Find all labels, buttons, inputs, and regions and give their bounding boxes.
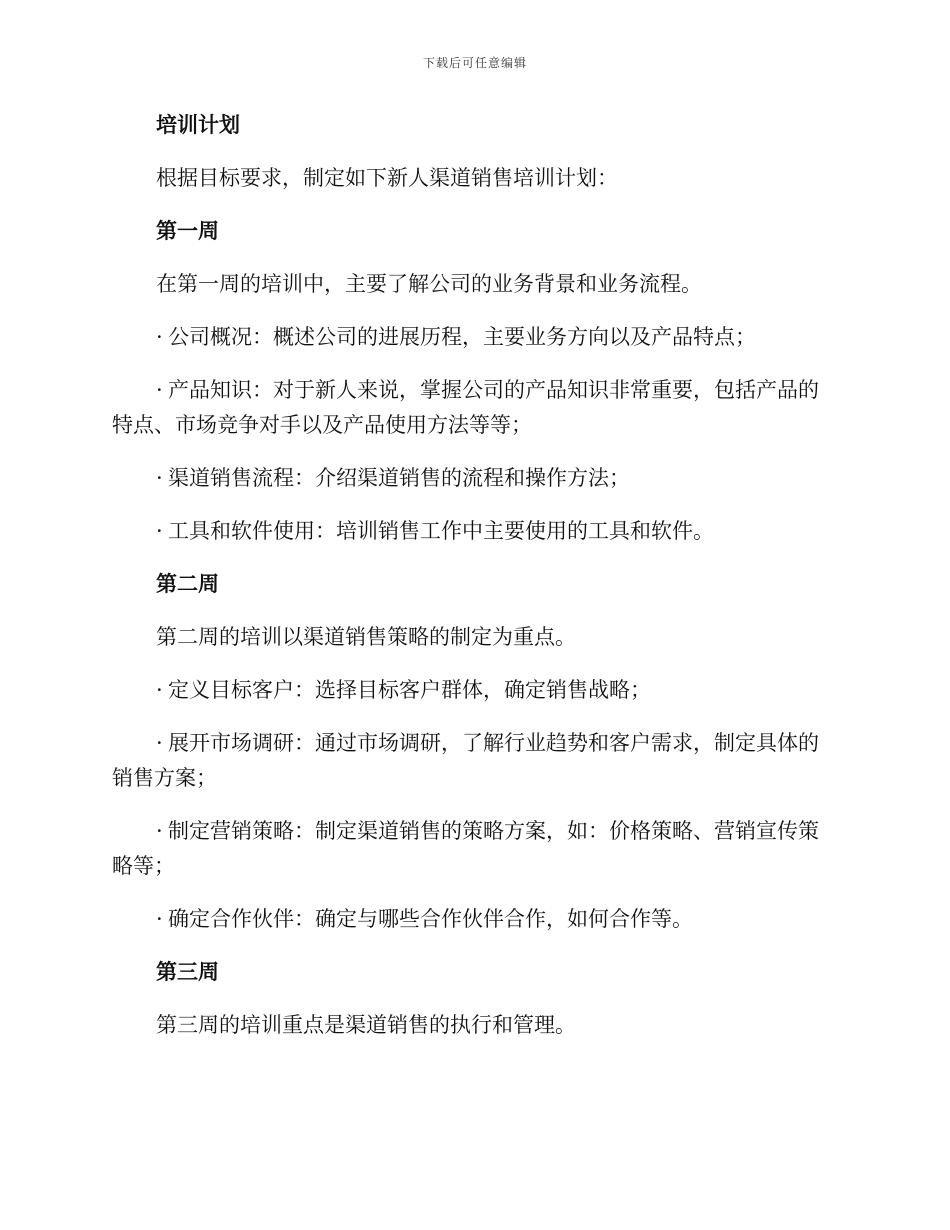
bullet-icon: · bbox=[156, 519, 163, 543]
header-note: 下载后可任意编辑 bbox=[422, 56, 527, 70]
document-title: 培训计划 bbox=[156, 113, 240, 137]
week-1-heading: 第一周 bbox=[156, 219, 219, 243]
bullet-icon: · bbox=[156, 819, 163, 843]
week-2-item-text: 制定营销策略：制定渠道销售的策略方案，如：价格策略、营销宣传策略等； bbox=[112, 819, 819, 878]
week-2-heading: 第二周 bbox=[156, 572, 219, 596]
week-2-item-text: 定义目标客户：选择目标客户群体，确定销售战略； bbox=[168, 678, 651, 702]
week-1-item-text: 工具和软件使用：培训销售工作中主要使用的工具和软件。 bbox=[168, 519, 714, 543]
week-1-item-text: 产品知识：对于新人来说，掌握公司的产品知识非常重要，包括产品的特点、市场竞争对手以及产品使用方法等等； bbox=[112, 378, 819, 437]
week-2-item-text: 确定合作伙伴：确定与哪些合作伙伴合作，如何合作等。 bbox=[168, 907, 693, 931]
bullet-icon: · bbox=[156, 731, 163, 755]
week-2-summary: 第二周的培训以渠道销售策略的制定为重点。 bbox=[156, 625, 576, 649]
bullet-icon: · bbox=[156, 325, 163, 349]
bullet-icon: · bbox=[156, 466, 163, 490]
week-1-summary: 在第一周的培训中，主要了解公司的业务背景和业务流程。 bbox=[156, 272, 702, 296]
week-2-item bbox=[112, 726, 824, 796]
week-1-item-text: 公司概况：概述公司的进展历程，主要业务方向以及产品特点； bbox=[168, 325, 756, 349]
week-2-item bbox=[112, 902, 824, 937]
week-1-item bbox=[112, 373, 824, 443]
week-2-item bbox=[112, 673, 824, 708]
bullet-icon: · bbox=[156, 907, 163, 931]
document-body bbox=[112, 108, 824, 1061]
week-1-item bbox=[112, 514, 824, 549]
week-1-item bbox=[112, 461, 824, 496]
bullet-icon: · bbox=[156, 678, 163, 702]
week-2-item-text: 展开市场调研：通过市场调研，了解行业趋势和客户需求，制定具体的销售方案； bbox=[112, 731, 819, 790]
week-3-heading: 第三周 bbox=[156, 960, 219, 984]
week-3-summary: 第三周的培训重点是渠道销售的执行和管理。 bbox=[156, 1013, 576, 1037]
bullet-icon: · bbox=[156, 378, 163, 402]
week-1-item bbox=[112, 320, 824, 355]
week-2-item bbox=[112, 814, 824, 884]
week-1-item-text: 渠道销售流程：介绍渠道销售的流程和操作方法； bbox=[168, 466, 630, 490]
intro-paragraph: 根据目标要求，制定如下新人渠道销售培训计划： bbox=[156, 166, 618, 190]
